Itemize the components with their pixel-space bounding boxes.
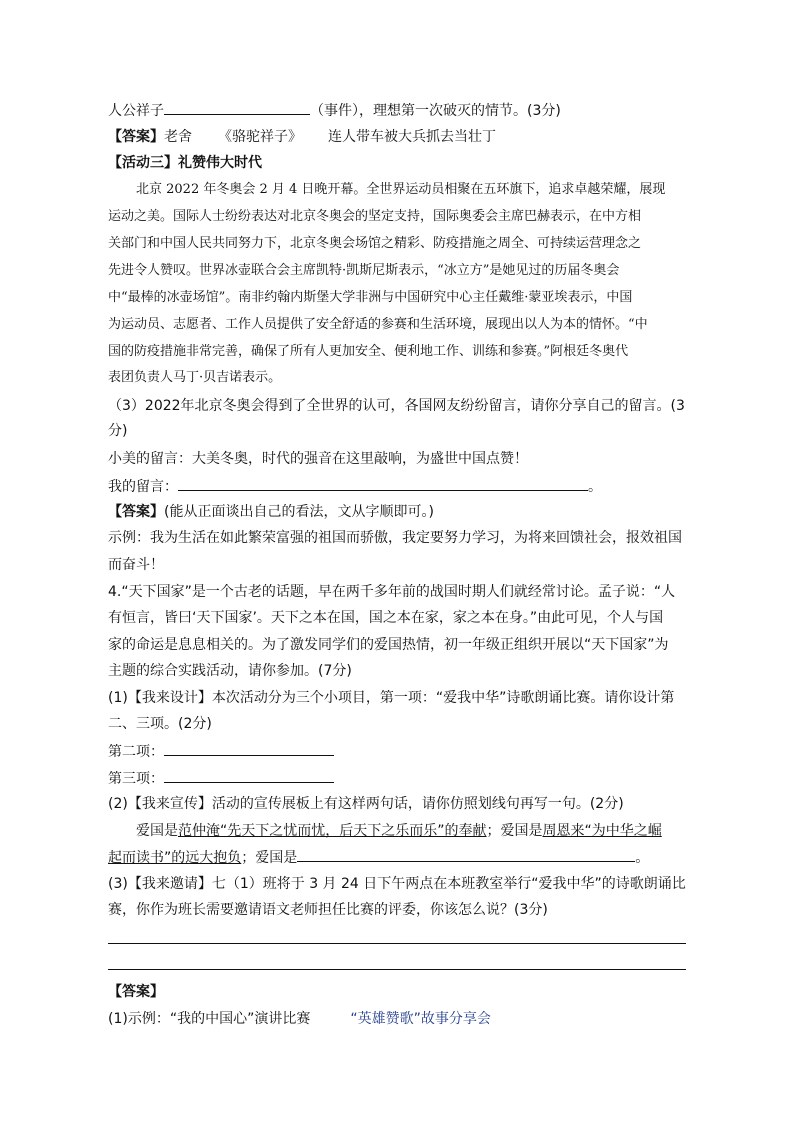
slogan-text: ；爱国是 <box>486 823 543 839</box>
answer-line <box>108 502 434 522</box>
item-blank <box>164 768 334 783</box>
answer-rule <box>108 943 686 944</box>
answer-line <box>108 127 496 147</box>
paragraph-line: 关部门和中国人民共同努力下，北京冬奥会场馆之精彩、防疫措施之周全、可持续运营理念之 <box>108 236 642 251</box>
paragraph-line: 运动之美。国际人士纷纷表达对北京冬奥会的坚定支持，国际奥委会主席巴赫表示，在中方相 <box>108 209 642 224</box>
answer-text: (1)示例：“我的中国心”演讲比赛 <box>108 1011 311 1027</box>
subquestion-line: (2)【我来宣传】活动的宣传展板上有这样两句话，请你仿照划线句再写一句。(2分) <box>108 796 624 812</box>
slogan-line <box>108 847 649 868</box>
my-message-line <box>108 476 602 497</box>
answer-tag: 【答案】 <box>108 504 164 520</box>
answer-rule <box>108 969 686 970</box>
answer-tag: 【答案】 <box>108 129 164 145</box>
section-title: 【活动三】礼赞伟大时代 <box>108 155 262 171</box>
answer-line <box>108 1009 491 1029</box>
example-line: 而奋斗！ <box>108 557 164 573</box>
answer-text-blue: “英雄赞歌”故事分享会 <box>350 1011 491 1027</box>
slogan-underlined: 起而读书”的远大抱负 <box>108 850 242 866</box>
paragraph-line: 北京 2022 年冬奥会 2 月 4 日晚开幕。全世界运动员相聚在五环旗下，追求卓越荣耀，展现 <box>136 182 666 197</box>
question-text: （事件），理想第一次破灭的情节。(3分) <box>310 103 561 119</box>
paragraph-line: 国的防疫措施非常完善，确保了所有人更加安全、便利地工作、训练和参赛。”阿根廷冬奥代 <box>108 344 629 359</box>
sample-message: 小美的留言：大美冬奥，时代的强音在这里敲响，为盛世中国点赞！ <box>108 451 528 467</box>
slogan-underlined: 范仲淹“先天下之忧而忧，后天下之乐而乐”的奉献 <box>178 823 487 839</box>
answer-text: 连人带车被大兵抓去当壮丁 <box>328 129 496 145</box>
item-label: 第二项： <box>108 744 164 760</box>
paragraph-line: 为运动员、志愿者、工作人员提供了安全舒适的参赛和生活环境，展现出以人为本的情怀。“中 <box>108 317 648 332</box>
subquestion-line: (3)【我来邀请】七（1）班将于 3 月 24 日下午两点在本班教室举行“爱我中华”的诗歌朗诵比 <box>108 876 686 892</box>
slogan-end: 。 <box>635 850 650 866</box>
example-line: 示例：我为生活在如此繁荣富强的祖国而骄傲，我定要努力学习，为将来回馈社会，报效祖国 <box>108 530 682 546</box>
answer-text: 老舍 <box>164 129 192 145</box>
question-tail-line <box>108 100 561 121</box>
slogan-text: ；爱国是 <box>241 850 298 866</box>
answer-note: (能从正面谈出自己的看法，文从字顺即可。) <box>164 504 434 520</box>
subquestion-line: 赛，你作为班长需要邀请语文老师担任比赛的评委，你该怎么说？(3分) <box>108 902 548 918</box>
item-label: 第三项： <box>108 771 164 787</box>
answer-blank <box>164 100 310 115</box>
question-line: （3）2022年北京冬奥会得到了全世界的认可，各国网友纷纷留言，请你分享自己的留言。(3 <box>108 398 685 414</box>
item-line <box>108 768 334 789</box>
paragraph-line: 中“最棒的冰壶场馆”。南非约翰内斯堡大学非洲与中国研究中心主任戴维·蒙亚埃表示，中国 <box>108 290 633 305</box>
question-intro-line: 家的命运是息息相关的。为了激发同学们的爱国热情，初一年级正组织开展以“天下国家”为 <box>108 637 669 653</box>
question-intro-line: 主题的综合实践活动，请你参加。(7分) <box>108 663 352 679</box>
question-intro-line: 4.“天下国家”是一个古老的话题，早在两千多年前的战国时期人们就经常讨论。孟子说：“人 <box>108 584 676 600</box>
subquestion-line: 二、三项。(2分) <box>108 716 212 732</box>
answer-text: 《骆驼祥子》 <box>218 129 302 145</box>
my-message-blank <box>178 476 588 491</box>
subquestion-line: (1)【我来设计】本次活动分为三个小项目，第一项：“爱我中华”诗歌朗诵比赛。请你设计第 <box>108 690 675 706</box>
paragraph-line: 先进令人赞叹。世界冰壶联合会主席凯特·凯斯尼斯表示，“冰立方”是她见过的历届冬奥会 <box>108 263 620 278</box>
slogan-text: 爱国是 <box>136 823 178 839</box>
item-line <box>108 741 334 762</box>
slogan-blank <box>297 847 635 862</box>
item-blank <box>164 741 334 756</box>
my-message-end: 。 <box>588 479 602 495</box>
question-intro-line: 有恒言，皆曰‘天下国家’。天下之本在国，国之本在家，家之本在身。”由此可见，个人与国 <box>108 610 664 626</box>
my-message-label: 我的留言： <box>108 479 178 495</box>
question-line: 分) <box>108 423 128 439</box>
slogan-line <box>136 821 662 841</box>
answer-tag: 【答案】 <box>108 984 164 1000</box>
paragraph-line: 表团负责人马丁·贝吉诺表示。 <box>108 370 282 385</box>
question-text: 人公祥子 <box>108 103 164 119</box>
slogan-underlined: 周恩来“为中华之崛 <box>542 823 662 839</box>
